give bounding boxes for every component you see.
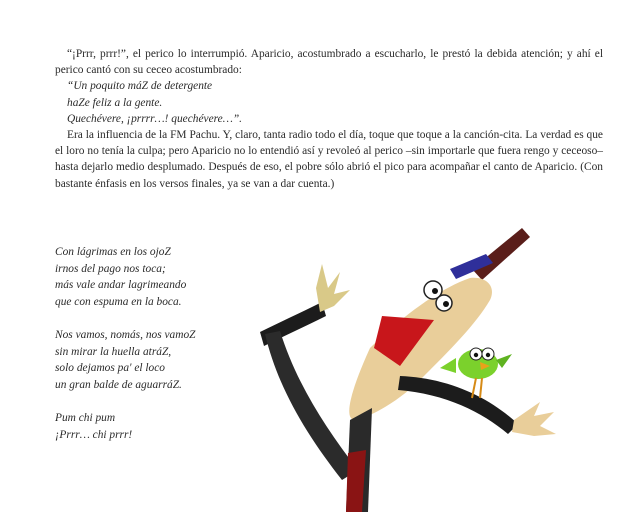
lyric-line: Pum chi pum [55, 412, 116, 424]
verse-line: “Un poquito máZ de detergente [67, 80, 213, 93]
hat-icon [450, 228, 530, 280]
verse-line: Quechévere, ¡prrrr…! quechévere…”. [67, 112, 243, 125]
lyric-line: irnos del pago nos toca; [55, 262, 166, 275]
lyric-line: Con lágrimas en los ojoZ [55, 246, 171, 258]
lyric-line: ¡Prrr… chi prrr! [55, 428, 133, 441]
lyric-line: solo dejamos pa' el loco [55, 362, 166, 374]
parrot-verse [55, 78, 603, 127]
paragraph-2: Era la influencia de la FM Pachu. Y, claro, tanta radio todo el día, toque que toque a la canción-cita. La verdad es que el loro no tenía la culpa; pero Aparicio no lo entendió así y revoleó al perico –sin importarle que fuera rengo y ceceoso– hasta dejarlo medio desplumado. Después de eso, el pobre sólo abrió el pico para acompañar el canto de Aparicio. (Con bastante énfasis en los versos finales, ya se van a dar cuenta.) [55, 129, 603, 190]
stanza-2 [55, 327, 196, 393]
stanza-3 [55, 410, 196, 443]
stanza-1 [55, 244, 196, 310]
verse-line: haZe feliz a la gente. [67, 96, 163, 109]
right-arm [398, 376, 556, 436]
left-arm [260, 264, 358, 480]
lyric-line: sin mirar la huella atráZ, [55, 345, 172, 358]
lyric-line: un gran balde de aguarráZ. [55, 378, 182, 391]
song-lyrics [55, 244, 196, 460]
lyric-line: Nos vamos, nomás, nos vamoZ [55, 329, 196, 341]
paragraph-1: “¡Prrr, prrr!”, el perico lo interrumpió. Aparicio, acostumbrado a escucharlo, le prestó la debida atención; y ahí el perico cantó con su ceceo acostumbrado: [55, 48, 603, 77]
lyric-line: que con espuma en la boca. [55, 295, 182, 308]
prose-text [55, 46, 603, 192]
lyric-line: más vale andar lagrimeando [55, 279, 187, 291]
aparicio-parrot-illustration [250, 228, 580, 512]
